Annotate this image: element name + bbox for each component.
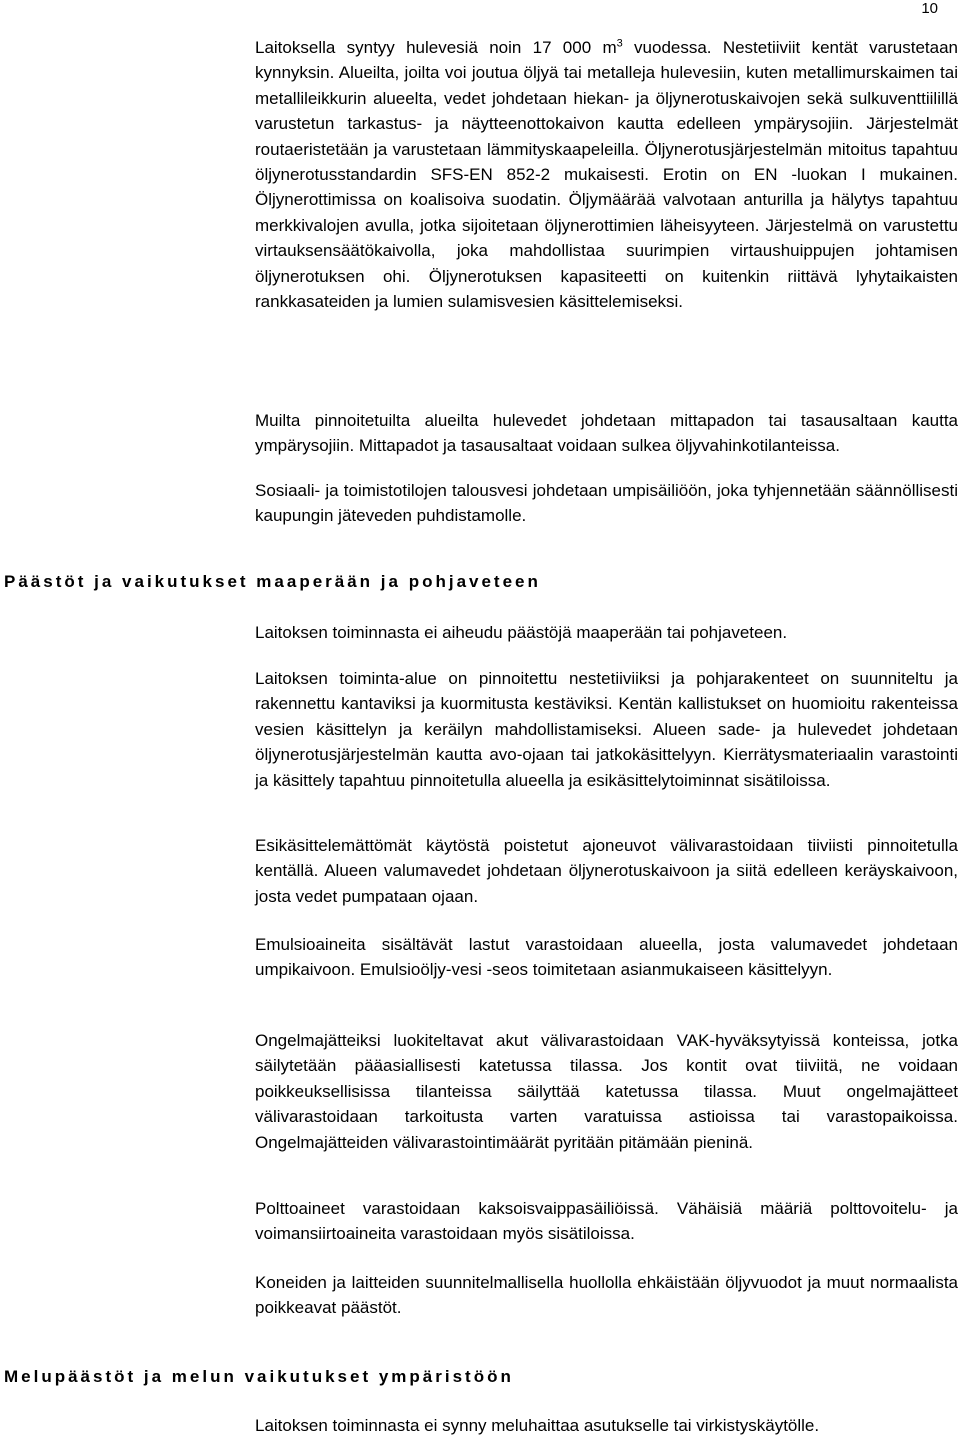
section-heading-noise: Melupäästöt ja melun vaikutukset ympäristöön bbox=[4, 1367, 514, 1386]
section1-paragraph-1: Laitoksen toiminnasta ei aiheudu päästöjä maaperään tai pohjaveteen. bbox=[255, 623, 788, 642]
section2-paragraph-1: Laitoksen toiminnasta ei synny meluhaittaa asutukselle tai virkistyskäytölle. bbox=[255, 1416, 820, 1435]
page-number: 10 bbox=[921, 0, 938, 17]
section1-paragraph-4: Emulsioaineita sisältävät lastut varastoidaan alueella, josta valumavedet johdetaan umpikaivoon. Emulsioöljy-vesi -seos toimitetaan asianmukaiseen käsittelyyn. bbox=[255, 935, 958, 980]
section1-paragraph-5: Ongelmajätteiksi luokiteltavat akut välivarastoidaan VAK-hyväksytyissä konteissa, jotka säilytetään pääasiallisesti katetussa tilassa. Jos kontit ovat tiiviitä, ne voidaan poikkeuksellisissa tilanteissa säilyttää katetussa tilassa. Muut ongelmajätteet välivarastoidaan tarkoitusta varten varatuissa astioissa tai varastopaikoissa. Ongelmajätteiden välivarastointimäärät pyritään pitämään pieninä. bbox=[255, 1031, 958, 1152]
section1-paragraph-2: Laitoksen toiminta-alue on pinnoitettu nestetiiviiksi ja pohjarakenteet on suunniteltu ja rakennettu kantaviksi ja kuormitusta kestäviksi. Kentän kallistukset on huomioitu rakenteissa vesien käsittelyn ja keräilyn mahdollistamiseksi. Alueen sade- ja hulevedet johdetaan öljynerotusjärjestelmän kautta avo-ojaan tai jatkokäsittelyyn. Kierrätysmateriaalin varastointi ja käsittely tapahtuu pinnoitetulla alueella ja esikäsittelytoiminnat sisätiloissa. bbox=[255, 669, 958, 790]
intro-paragraph-1: Laitoksella syntyy hulevesiä noin 17 000 $m^3$ vuodessa. Nestetiiviit kentät varustetaan kynnyksin. Alueilta, joilta voi joutua öljyä tai metalleja hulevesiin, kuten metallimurskaimen tai metallileikkurin alueelta, vedet johdetaan hiekan- ja öljynerotuskaivojen sekä sulkuventtiilillä varustetun tarkastus- ja näytteenottokaivon kautta edelleen ympärysojiin. Järjestelmät routaeristetään ja varustetaan lämmityskaapeleilla. Öljynerotusjärjestelmän mitoitus tapahtuu öljynerotusstandardin SFS-EN 852-2 mukaisesti. Erotin on EN -luokan I mukainen. Öljynerottimissa on koalisoiva suodatin. Öljymäärää valvotaan anturilla ja hälytys tapahtuu merkkivalojen avulla, jotka sijoitetaan öljynerottimien läheisyyteen. Järjestelmä on varustettu virtauksensäätökaivolla, joka mahdollistaa suurimpien virtaushuippujen johtamisen öljynerotuksen ohi. Öljynerotuksen kapasiteetti on kuitenkin riittävä lyhytaikaisten rankkasateiden ja lumien sulamisvesien käsittelemiseksi. bbox=[255, 37, 958, 312]
intro-paragraph-2: Muilta pinnoitetuilta alueilta hulevedet johdetaan mittapadon tai tasausaltaan kautta ympärysojiin. Mittapadot ja tasausaltaat voidaan sulkea öljyvahinkotilanteissa. bbox=[255, 411, 958, 456]
section1-paragraph-7: Koneiden ja laitteiden suunnitelmallisella huollolla ehkäistään öljyvuodot ja muut normaalista poikkeavat päästöt. bbox=[255, 1273, 958, 1318]
superscript-3: 3 bbox=[616, 37, 623, 50]
section-heading-soil-groundwater: Päästöt ja vaikutukset maaperään ja pohjaveteen bbox=[4, 572, 541, 591]
section1-paragraph-3: Esikäsittelemättömät käytöstä poistetut ajoneuvot välivarastoidaan tiiviisti pinnoitetulla kentällä. Alueen valumavedet johdetaan öljynerotuskaivoon ja siitä edelleen keräyskaivoon, josta vedet pumpataan ojaan. bbox=[255, 836, 958, 906]
section1-paragraph-6: Polttoaineet varastoidaan kaksoisvaippasäiliöissä. Vähäisiä määriä polttovoitelu- ja voimansiirtoaineita varastoidaan myös sisätiloissa. bbox=[255, 1199, 958, 1244]
intro-paragraph-3: Sosiaali- ja toimistotilojen talousvesi johdetaan umpisäiliöön, joka tyhjennetään säännöllisesti kaupungin jäteveden puhdistamolle. bbox=[255, 481, 958, 526]
